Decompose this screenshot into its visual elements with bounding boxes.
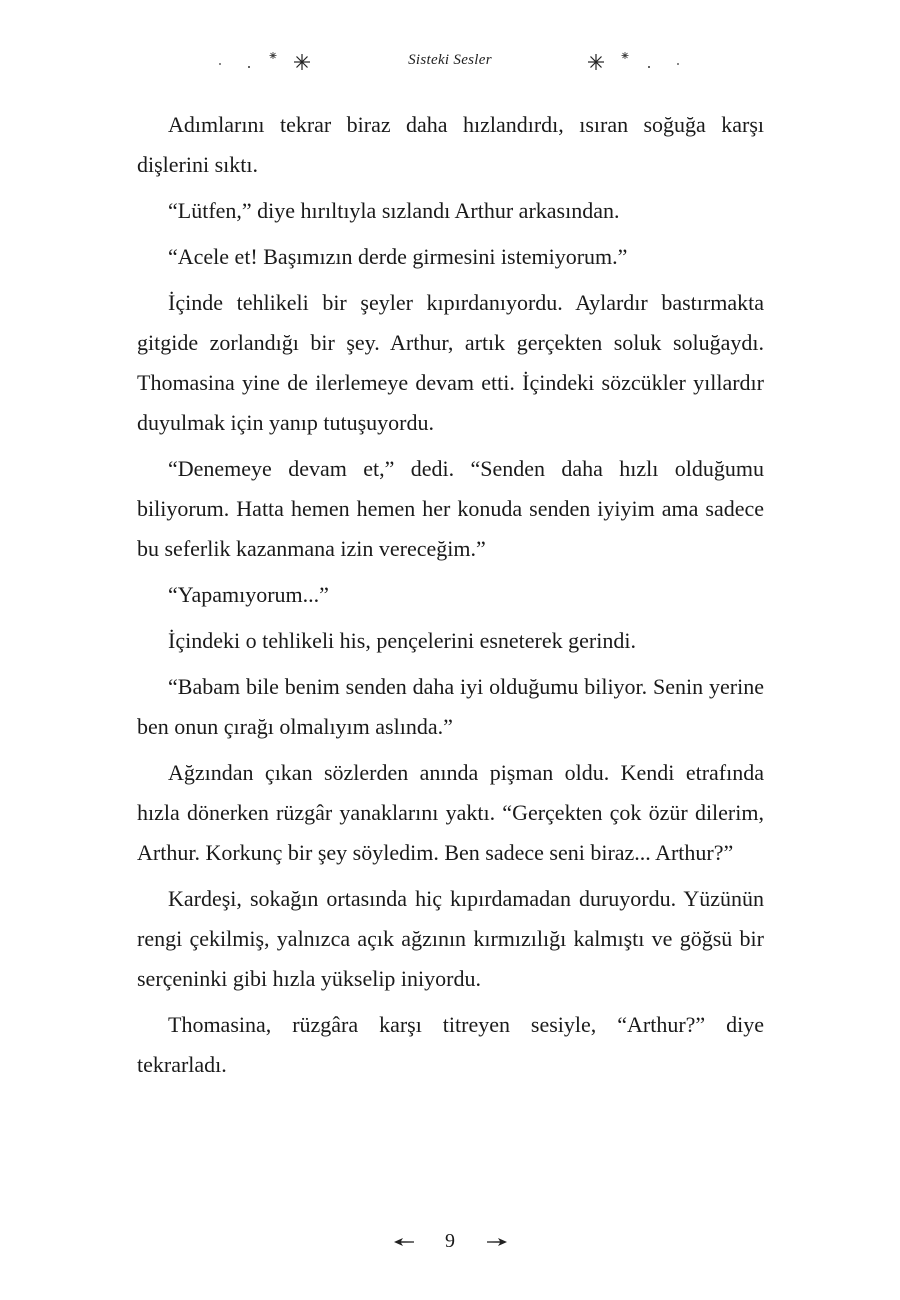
paragraph: “Babam bile benim senden daha iyi olduğumu biliyor. Senin yerine ben onun çırağı olmalıyım aslında.” <box>137 674 764 739</box>
body-text <box>137 105 764 1091</box>
page-footer <box>0 1226 900 1256</box>
running-header <box>0 50 900 74</box>
sparkle-stars-icon <box>583 50 683 74</box>
page-number: 9 <box>445 1230 455 1252</box>
paragraph: Ağzından çıkan sözlerden anında pişman oldu. Kendi etrafında hızla dönerken rüzgâr yanaklarını yaktı. “Gerçekten çok özür dilerim, Arthur. Korkunç bir şey söyledim. Ben sadece seni biraz... Arthur?” <box>137 760 764 865</box>
running-header-title: Sisteki Sesler <box>408 52 492 68</box>
paragraph: İçinde tehlikeli bir şeyler kıpırdanıyordu. Aylardır bastırmakta gitgide zorlandığı bir şey. Arthur, artık gerçekten soluk soluğaydı. Thomasina yine de ilerlemeye devam etti. İçindeki sözcükler yıllardır duyulmak için yanıp tutuşuyordu. <box>137 290 764 435</box>
paragraph: İçindeki o tehlikeli his, pençelerini esneterek gerindi. <box>168 628 636 653</box>
paragraph: Kardeşi, sokağın ortasında hiç kıpırdamadan duruyordu. Yüzünün rengi çekilmiş, yalnızca açık ağzının kırmızılığı kalmıştı ve göğsü bir serçeninki gibi hızla yükselip iniyordu. <box>137 886 764 991</box>
paragraph: “Denemeye devam et,” dedi. “Senden daha hızlı olduğumu biliyorum. Hatta hemen hemen her konuda senden iyiyim ama sadece bu seferlik kazanmana izin vereceğim.” <box>137 456 764 561</box>
paragraph: Thomasina, rüzgâra karşı titreyen sesiyle, “Arthur?” diye tekrarladı. <box>137 1012 764 1077</box>
paragraph: “Yapamıyorum...” <box>168 582 329 607</box>
paragraph: Adımlarını tekrar biraz daha hızlandırdı, ısıran soğuğa karşı dişlerini sıktı. <box>137 112 764 177</box>
paragraph: “Lütfen,” diye hırıltıyla sızlandı Arthur arkasından. <box>168 198 620 223</box>
paragraph: “Acele et! Başımızın derde girmesini istemiyorum.” <box>168 244 628 269</box>
arrow-right-ornament-icon <box>487 1235 507 1253</box>
